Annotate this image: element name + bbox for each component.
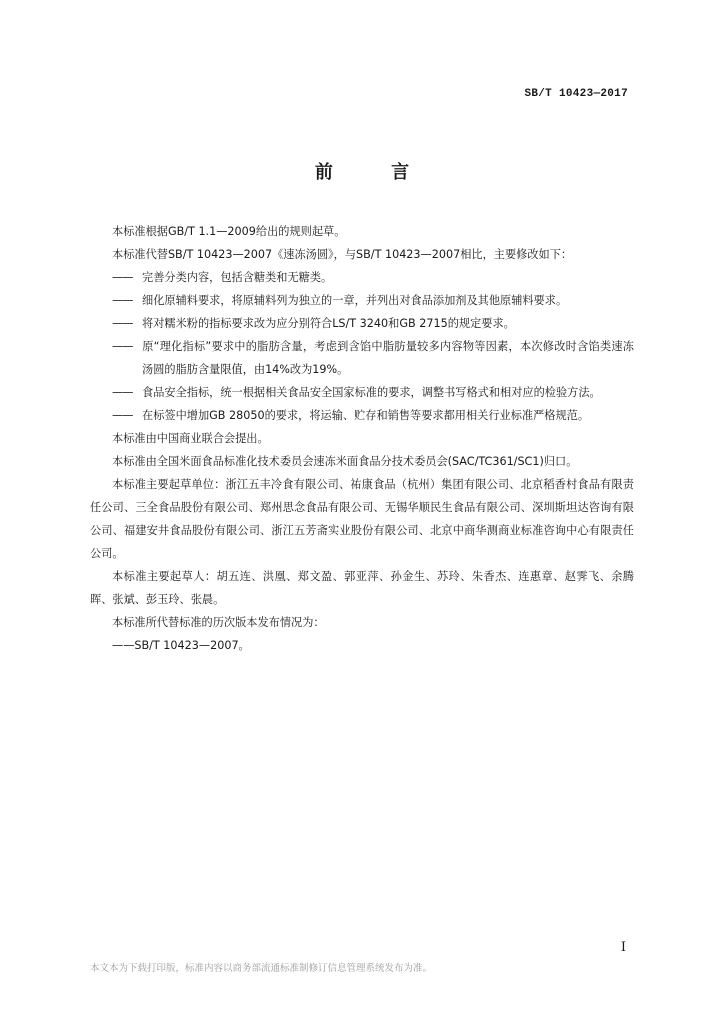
page-number: I (620, 940, 626, 955)
paragraph: 本标准主要起草人：胡五连、洪凰、郑文盈、郭亚萍、孙金生、苏玲、朱香杰、连惠章、赵霁飞、余腾晖、张斌、彭玉玲、张晨。 (90, 570, 634, 606)
paragraph: 本标准由中国商业联合会提出。 (112, 432, 269, 445)
dash-marker: —— (112, 386, 133, 399)
dash-marker: —— (112, 294, 133, 307)
paragraph: 本标准根据GB/T 1.1—2009给出的规则起草。 (112, 225, 346, 238)
footer-note: 本文本为下载打印版，标准内容以商务部流通标准制修订信息管理系统发布为准。 (90, 963, 433, 974)
foreword-body (90, 220, 634, 657)
history-entry: ——SB/T 10423—2007。 (112, 639, 250, 652)
change-text: 完善分类内容，包括含糖类和无糖类。 (142, 271, 333, 284)
change-item (90, 404, 634, 427)
paragraph: 本标准代替SB/T 10423—2007《速冻汤圆》，与SB/T 10423—2007相比，主要修改如下： (112, 248, 573, 261)
change-text: 食品安全指标，统一根据相关食品安全国家标准的要求，调整书写格式和相对应的检验方法。 (142, 386, 601, 399)
dash-marker: —— (112, 271, 133, 284)
change-item (90, 381, 634, 404)
change-text: 细化原辅料要求，将原辅料列为独立的一章，并列出对食品添加剂及其他原辅料要求。 (142, 294, 568, 307)
dash-marker: —— (112, 409, 133, 422)
change-text: 原“理化指标”要求中的脂肪含量，考虑到含馅中脂肪量较多内容物等因素，本次修改时含馅类速冻汤圆的脂肪含量限值，由14%改为19%。 (142, 340, 634, 376)
dash-marker: —— (112, 340, 133, 353)
paragraph: 本标准主要起草单位：浙江五丰冷食有限公司、祐康食品（杭州）集团有限公司、北京稻香村食品有限责任公司、三全食品股份有限公司、郑州思念食品有限公司、无锡华顺民生食品有限公司、深圳斯坦达咨询有限公司、福建安井食品股份有限公司、浙江五芳斋实业股份有限公司、北京中商华测商业标准咨询中心有限责任公司。 (90, 478, 634, 560)
change-item (90, 266, 634, 289)
standard-code-header: SB/T 10423—2017 (524, 88, 628, 100)
dash-marker: —— (112, 317, 133, 330)
change-text: 在标签中增加GB 28050的要求，将运输、贮存和销售等要求都用相关行业标准严格规范。 (142, 409, 590, 422)
change-item (90, 312, 634, 335)
page-title: 前 言 (314, 162, 436, 183)
change-item (90, 335, 634, 381)
paragraph: 本标准所代替标准的历次版本发布情况为： (112, 616, 325, 629)
paragraph: 本标准由全国米面食品标准化技术委员会速冻米面食品分技术委员会(SAC/TC361/SC1)归口。 (112, 455, 578, 468)
change-item (90, 289, 634, 312)
change-text: 将对糯米粉的指标要求改为应分别符合LS/T 3240和GB 2715的规定要求。 (142, 317, 515, 330)
